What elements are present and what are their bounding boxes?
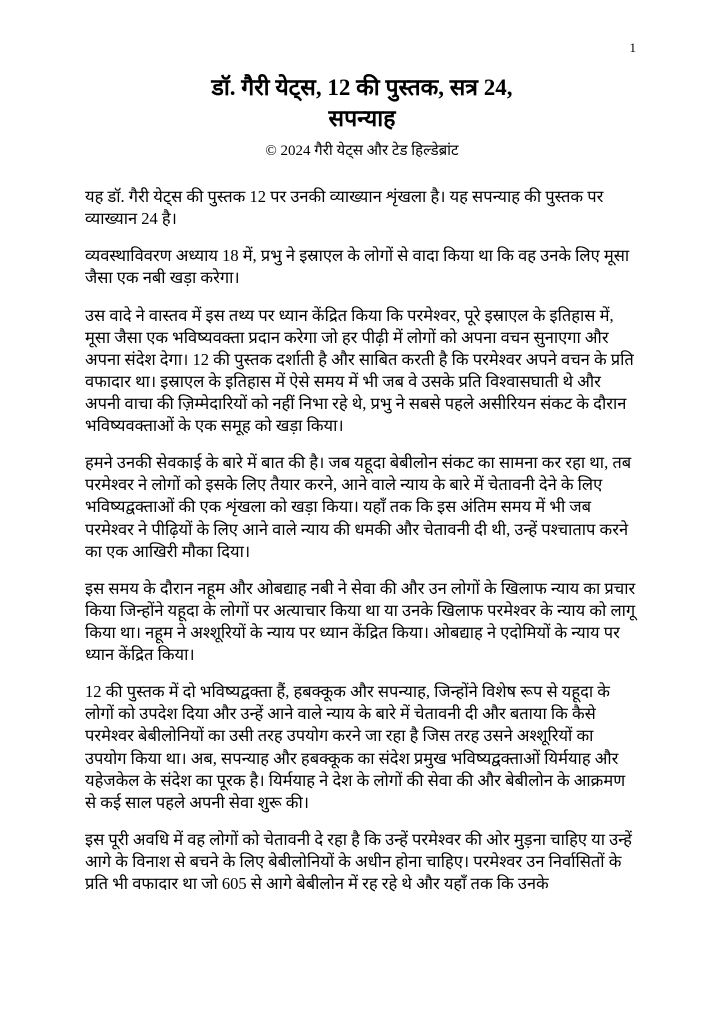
paragraph: हमने उनकी सेवकाई के बारे में बात की है। जब यहूदा बेबीलोन संकट का सामना कर रहा था, तब परमेश्वर ने लोगों को इसके लिए तैयार करने, आने वाले न्याय के बारे में चेतावनी देने के लिए भविष्यद्वक्ताओं की एक शृंखला को खड़ा किया। यहाँ तक कि इस अंतिम समय में भी जब परमेश्वर ने पीढ़ियों के लिए आने वाले न्याय की धमकी और चेतावनी दी थी, उन्हें पश्चाताप करने का एक आखिरी मौका दिया। [85,453,632,561]
paragraph: इस समय के दौरान नहूम और ओबद्याह नबी ने सेवा की और उन लोगों के खिलाफ न्याय का प्रचार किया जिन्होंने यहूदा के लोगों पर अत्याचार किया था या उनके खिलाफ परमेश्वर के न्याय को लागू किया था। नहूम ने अश्शूरियों के न्याय पर ध्यान केंद्रित किया। ओबद्याह ने एदोमियों के न्याय पर ध्यान केंद्रित किया। [85,578,636,665]
paragraph: उस वादे ने वास्तव में इस तथ्य पर ध्यान केंद्रित किया कि परमेश्वर, पूरे इस्राएल के इतिहास में, मूसा जैसा एक भविष्यवक्ता प्रदान करेगा जो हर पीढ़ी में लोगों को अपना वचन सुनाएगा और अपना संदेश देगा। 12 की पुस्तक दर्शाती है और साबित करती है कि परमेश्वर अपने वचन के प्रति वफादार था। इस्राएल के इतिहास में ऐसे समय में भी जब वे उसके प्रति विश्वासघाती थे और अपनी वाचा की ज़िम्मेदारियों को नहीं निभा रहे थे, प्रभु ने सबसे पहले असीरियन संकट के दौरान भविष्यवक्ताओं के एक समूह को खड़ा किया। [85,305,634,436]
paragraph: यह डॉ. गैरी येट्स की पुस्तक 12 पर उनकी व्याख्यान शृंखला है। यह सपन्याह की पुस्तक पर व्याख्यान 24 है। [85,187,604,229]
paragraph: इस पूरी अवधि में वह लोगों को चेतावनी दे रहा है कि उन्हें परमेश्वर की ओर मुड़ना चाहिए या उन्हें आगे के विनाश से बचने के लिए बेबीलोनियों के अधीन होना चाहिए। परमेश्वर उन निर्वासितों के प्रति भी वफादार था जो 605 से आगे बेबीलोन में रह रहे थे और यहाँ तक कि उनके [85,829,632,894]
document-body [85,186,639,895]
document-title [95,72,629,134]
paragraph: व्यवस्थाविवरण अध्याय 18 में, प्रभु ने इस्राएल के लोगों से वादा किया था कि वह उनके लिए मूसा जैसा एक नबी खड़ा करेगा। [85,246,630,288]
copyright-line: © 2024 गैरी येट्स और टेड हिल्डेब्रांट [265,143,459,160]
paragraph: 12 की पुस्तक में दो भविष्यद्वक्ता हैं, हबक्कूक और सपन्याह, जिन्होंने विशेष रूप से यहूदा के लोगों को उपदेश दिया और उन्हें आने वाले न्याय के बारे में चेतावनी दी और बताया कि कैसे परमेश्वर बेबीलोनियों का उसी तरह उपयोग करने जा रहा है जिस तरह उसने अश्शूरियों का उपयोग किया था। अब, सपन्याह और हबक्कूक का संदेश प्रमुख भविष्यद्वक्ताओं यिर्मयाह और यहेजकेल के संदेश का पूरक है। यिर्मयाह ने देश के लोगों की सेवा की और बेबीलोन के आक्रमण से कई साल पहले अपनी सेवा शुरू की। [85,682,626,812]
document-title-line2: सपन्याह [328,106,396,132]
document-title-line1: डॉ. गैरी येट्स, 12 की पुस्तक, सत्र 24, [211,75,513,100]
page-number: 1 [629,40,636,55]
